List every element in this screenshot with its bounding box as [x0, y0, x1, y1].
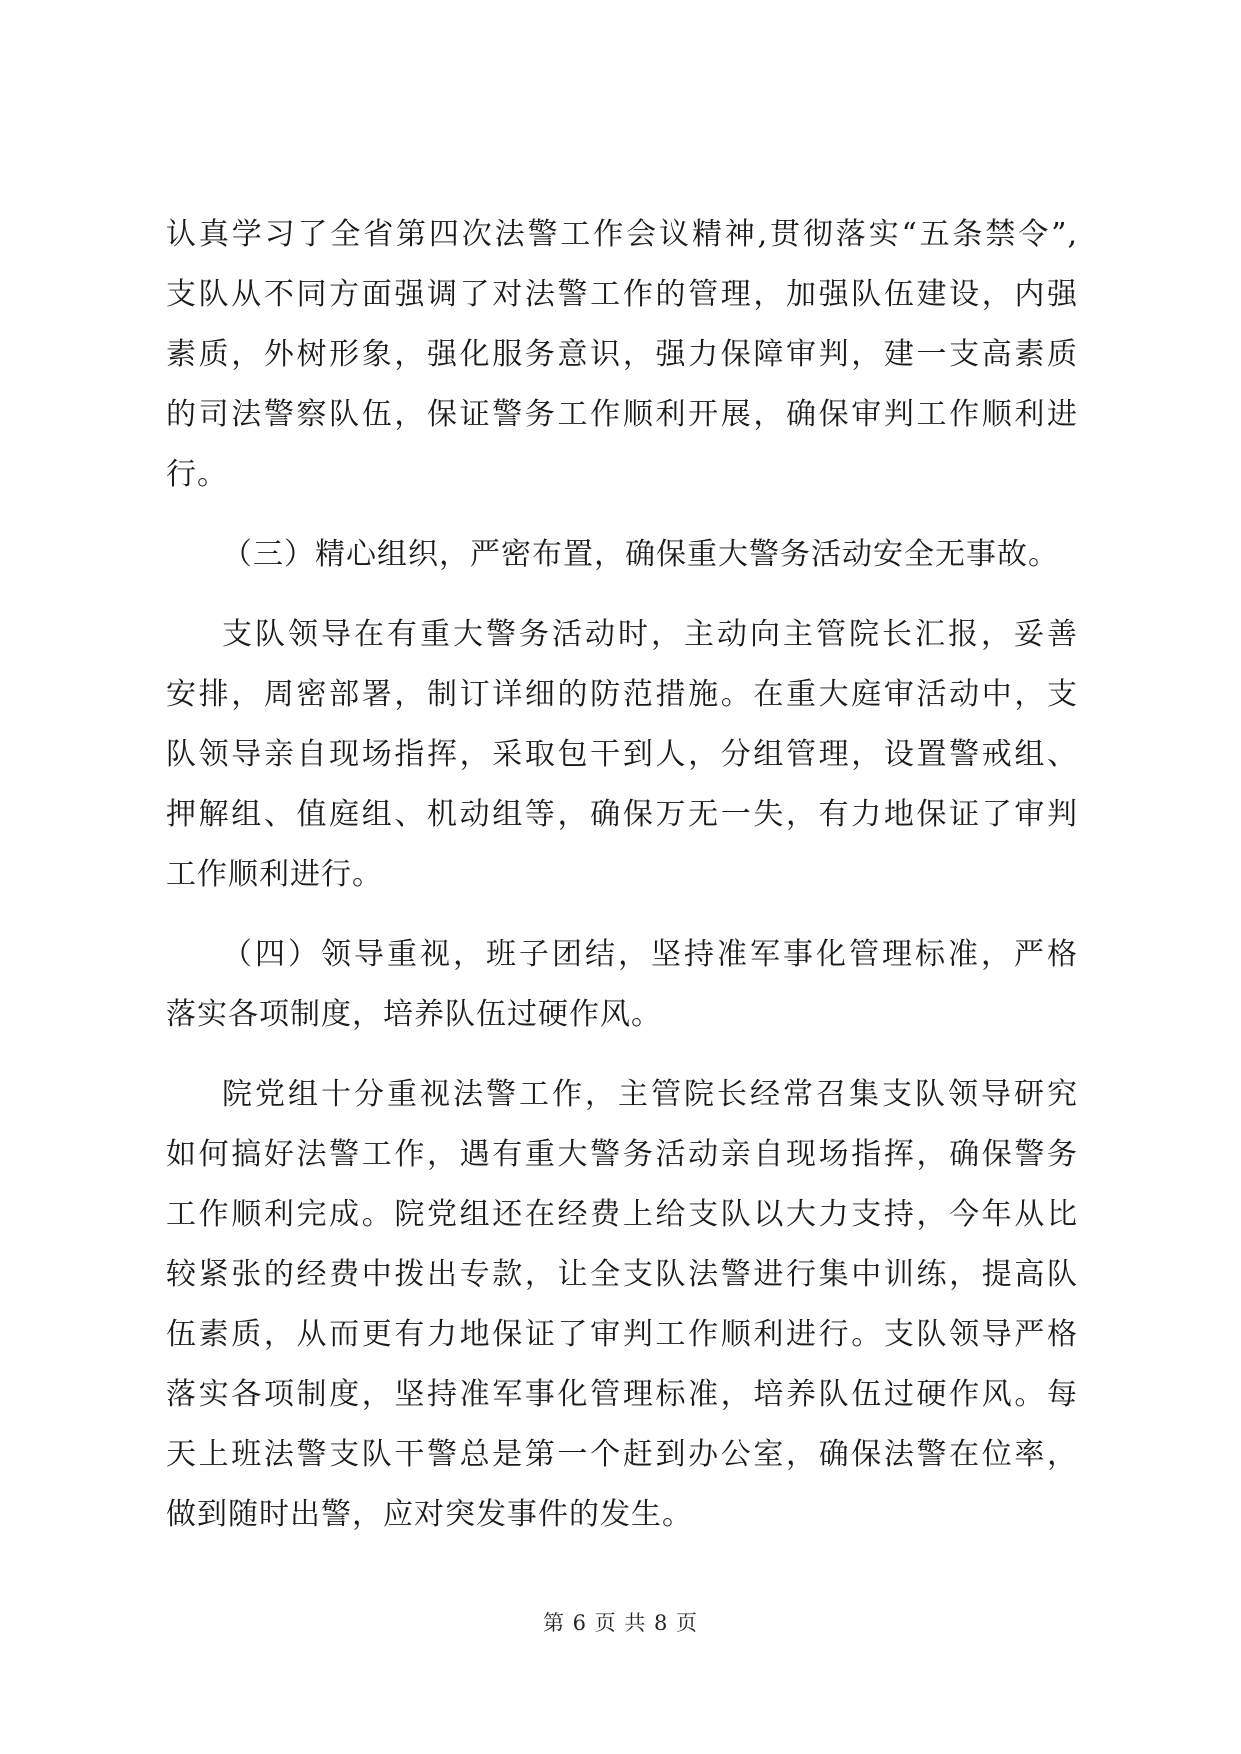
paragraph-1 — [166, 205, 1078, 505]
heading-line: （四）领导重视，班子团结，坚持准军事化管理标准，严格 — [222, 937, 1078, 972]
text-line: 院党组十分重视法警工作，主管院长经常召集支队领导研究 — [222, 1077, 1078, 1112]
text-line: 押解组、值庭组、机动组等，确保万无一失，有力地保证了审判 — [166, 797, 1078, 832]
text-line: 伍素质，从而更有力地保证了审判工作顺利进行。支队领导严格 — [166, 1317, 1078, 1352]
text-line: 支队领导在有重大警务活动时，主动向主管院长汇报，妥善 — [222, 617, 1078, 652]
text-line: 的司法警察队伍，保证警务工作顺利开展，确保审判工作顺利进 — [166, 397, 1078, 432]
text-line: 支队从不同方面强调了对法警工作的管理，加强队伍建设，内强 — [166, 277, 1078, 312]
text-line: 如何搞好法警工作，遇有重大警务活动亲自现场指挥，确保警务 — [166, 1137, 1078, 1172]
text-line: 工作顺利进行。 — [166, 857, 383, 892]
document-body — [166, 205, 1078, 1545]
text-line: 天上班法警支队干警总是第一个赶到办公室，确保法警在位率， — [166, 1437, 1078, 1472]
text-line: 素质，外树形象，强化服务意识，强力保障审判，建一支高素质 — [166, 337, 1078, 372]
text-line: 认真学习了全省第四次法警工作会议精神,贯彻落实“五条禁令”, — [166, 217, 1078, 252]
paragraph-3 — [166, 1065, 1078, 1545]
text-line: 行。 — [166, 457, 228, 492]
paragraph-2 — [166, 605, 1078, 905]
text-line: 落实各项制度，坚持准军事化管理标准，培养队伍过硬作风。每 — [166, 1377, 1078, 1412]
heading-line: （三）精心组织，严密布置，确保重大警务活动安全无事故。 — [222, 537, 1059, 572]
text-line: 工作顺利完成。院党组还在经费上给支队以大力支持，今年从比 — [166, 1197, 1078, 1232]
heading-line: 落实各项制度，培养队伍过硬作风。 — [166, 997, 662, 1032]
section-heading-4 — [166, 925, 1078, 1045]
text-line: 队领导亲自现场指挥，采取包干到人，分组管理，设置警戒组、 — [166, 737, 1078, 772]
text-line: 较紧张的经费中拨出专款，让全支队法警进行集中训练，提高队 — [166, 1257, 1078, 1292]
text-line: 安排，周密部署，制订详细的防范措施。在重大庭审活动中，支 — [166, 677, 1078, 712]
text-line: 做到随时出警，应对突发事件的发生。 — [166, 1497, 693, 1532]
section-heading-3 — [166, 525, 1078, 585]
page-number-footer: 第 6 页 共 8 页 — [542, 1611, 699, 1635]
